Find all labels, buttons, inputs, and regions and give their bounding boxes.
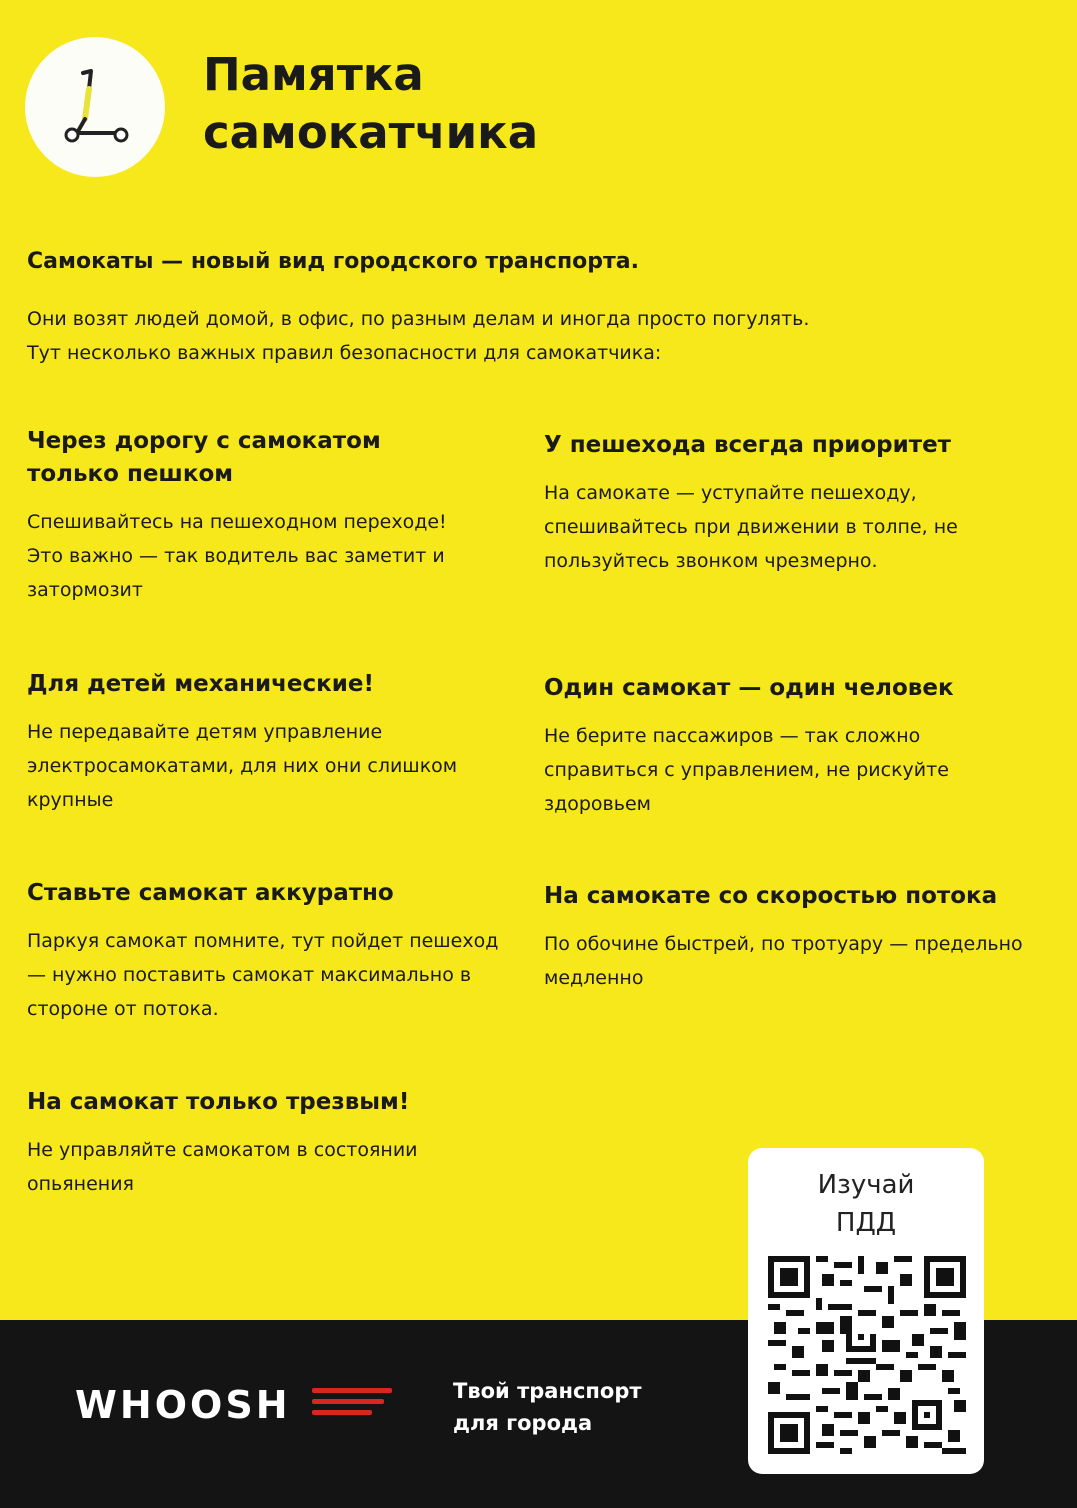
rule-sober xyxy=(27,1086,507,1201)
rule-title: На самокате со скоростью потока xyxy=(544,883,998,909)
rule-children xyxy=(27,668,477,817)
slogan-line-1: Твой транспорт xyxy=(453,1379,642,1403)
rule-text: На самокате — уступайте пешеходу, спешивайтесь при движении в толпе, не пользуйтесь звонком чрезмерно. xyxy=(544,482,958,572)
qr-caption-line-1: Изучай xyxy=(817,1170,915,1200)
rule-parking xyxy=(27,877,507,1026)
rule-pedestrian-priority xyxy=(544,429,1034,578)
rule-speed xyxy=(544,880,1024,995)
rule-title: Для детей механические! xyxy=(27,671,374,697)
brand-logo: WHOOSH xyxy=(75,1383,291,1427)
intro-line-1: Они возят людей домой, в офис, по разным делам и иногда просто погулять. xyxy=(27,308,810,330)
rule-text: Не передавайте детям управление электросамокатами, для них они слишком крупные xyxy=(27,721,458,811)
scooter-icon xyxy=(25,37,165,177)
brand-speed-lines xyxy=(312,1388,392,1421)
slogan-line-2: для города xyxy=(453,1411,593,1435)
rule-title: У пешехода всегда приоритет xyxy=(544,432,952,458)
qr-code-icon[interactable] xyxy=(768,1256,966,1454)
qr-caption xyxy=(748,1166,984,1242)
rule-text: Не управляйте самокатом в состоянии опьянения xyxy=(27,1139,418,1195)
rule-text: Не берите пассажиров — так сложно справиться с управлением, не рискуйте здоровьем xyxy=(544,725,949,815)
rule-title: Один самокат — один человек xyxy=(544,675,954,701)
rule-title: Через дорогу с самокатом только пешком xyxy=(27,428,381,487)
title-line-2: самокатчика xyxy=(203,106,539,159)
rule-text: Паркуя самокат помните, тут пойдет пешеход — нужно поставить самокат максимально в стороне от потока. xyxy=(27,930,499,1020)
rule-text: Спешивайтесь на пешеходном переходе! Это важно — так водитель вас заметит и затормозит xyxy=(27,511,447,601)
rule-title: На самокат только трезвым! xyxy=(27,1089,410,1115)
title-line-1: Памятка xyxy=(203,48,424,101)
page-title xyxy=(203,46,538,162)
rule-text: По обочине быстрей, по тротуару — предельно медленно xyxy=(544,933,1023,989)
rule-one-person xyxy=(544,672,1034,821)
rule-title: Ставьте самокат аккуратно xyxy=(27,880,394,906)
footer-slogan xyxy=(453,1375,642,1439)
qr-card[interactable] xyxy=(748,1148,984,1474)
qr-caption-line-2: ПДД xyxy=(835,1208,897,1238)
scooter-logo xyxy=(25,37,165,177)
intro-heading: Самокаты — новый вид городского транспорта. xyxy=(27,249,639,274)
intro-line-2: Тут несколько важных правил безопасности для самокатчика: xyxy=(27,342,662,364)
intro-text xyxy=(27,302,1037,370)
rule-crossing xyxy=(27,425,477,607)
